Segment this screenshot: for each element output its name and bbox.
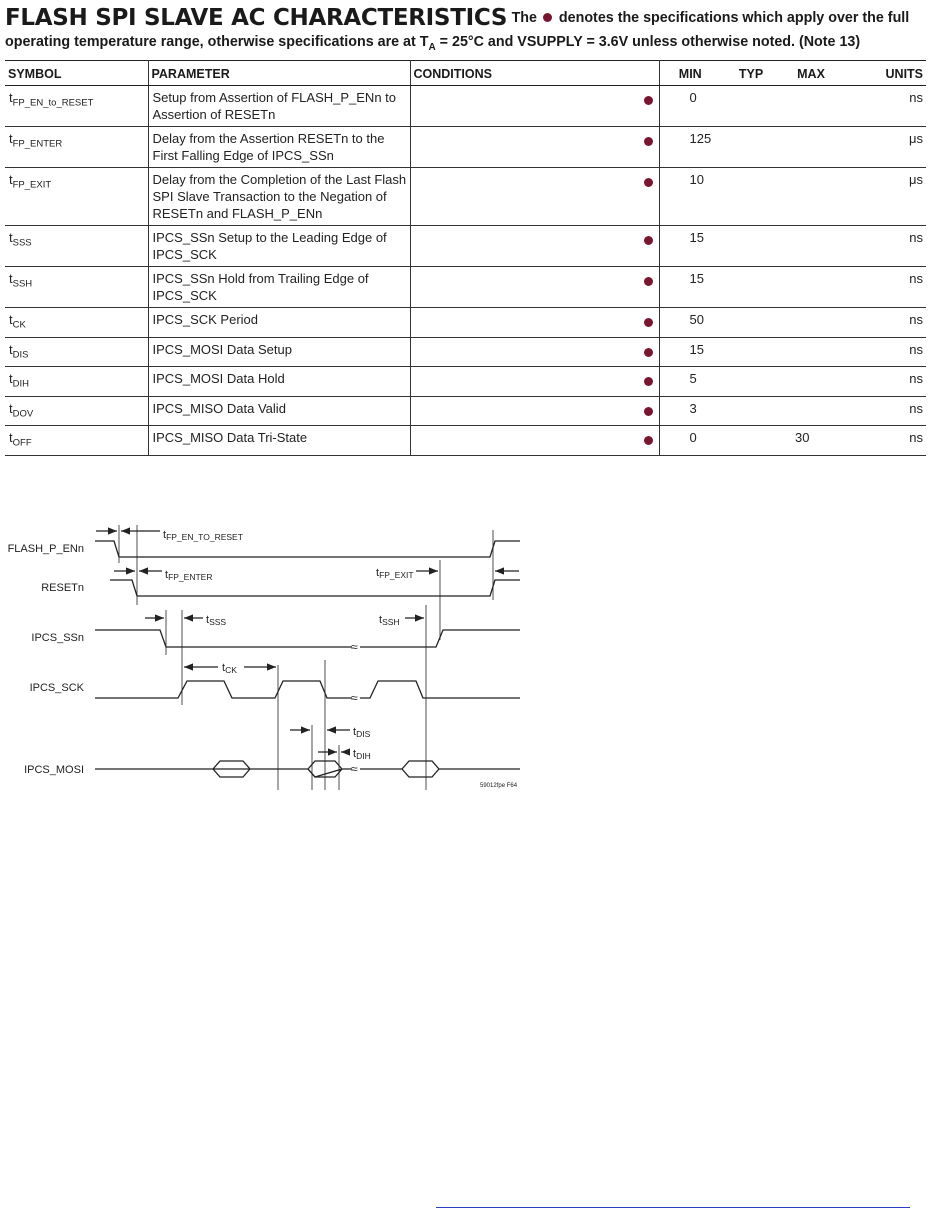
cell-parameter: IPCS_SSn Setup to the Leading Edge of IPCS_SCK xyxy=(148,226,410,267)
cell-typ xyxy=(721,267,781,308)
cell-conditions xyxy=(410,308,638,338)
cell-units: ns xyxy=(841,426,926,456)
cell-min: 0 xyxy=(659,86,721,127)
table-row xyxy=(5,367,926,397)
break-mark-sck: ≈ xyxy=(351,691,358,705)
cell-typ xyxy=(721,426,781,456)
cell-conditions xyxy=(410,127,638,168)
cell-typ xyxy=(721,86,781,127)
cell-conditions xyxy=(410,426,638,456)
cell-temp-range-dot xyxy=(638,367,659,397)
symbol-t: t xyxy=(9,312,13,327)
full-temp-range-dot-icon xyxy=(644,318,653,327)
cell-typ xyxy=(721,226,781,267)
break-mark-mosi: ≈ xyxy=(351,762,358,776)
cell-units: ns xyxy=(841,396,926,426)
cell-max xyxy=(781,396,841,426)
col-min: MIN xyxy=(659,61,721,86)
col-max: MAX xyxy=(781,61,841,86)
col-typ: TYP xyxy=(721,61,781,86)
symbol-t: t xyxy=(9,371,13,387)
title-line xyxy=(5,4,930,32)
full-temp-range-dot-icon xyxy=(644,407,653,416)
cell-units: ns xyxy=(841,337,926,367)
cell-parameter: Delay from the Completion of the Last Flash SPI Slave Transaction to the Negation of RESETn and FLASH_P_ENn xyxy=(148,168,410,226)
cell-units: ns xyxy=(841,367,926,397)
symbol-t: t xyxy=(9,172,13,187)
cell-units: ns xyxy=(841,226,926,267)
cell-max xyxy=(781,86,841,127)
cell-temp-range-dot xyxy=(638,396,659,426)
waveform-mosi-eyes-lower xyxy=(213,769,439,777)
footer-link-underline[interactable] xyxy=(436,1207,910,1208)
cell-min: 125 xyxy=(659,127,721,168)
cell-parameter: IPCS_MISO Data Tri-State xyxy=(148,426,410,456)
ac-characteristics-table xyxy=(5,60,926,456)
symbol-t: t xyxy=(9,90,13,105)
symbol-t: t xyxy=(9,400,13,416)
cell-parameter: IPCS_SCK Period xyxy=(148,308,410,338)
cell-parameter: IPCS_MISO Data Valid xyxy=(148,396,410,426)
signal-label-ipcs-ssn: IPCS_SSn xyxy=(31,632,84,644)
cell-conditions xyxy=(410,267,638,308)
full-temp-range-dot-icon xyxy=(644,236,653,245)
cell-temp-range-dot xyxy=(638,168,659,226)
signal-label-ipcs-sck: IPCS_SCK xyxy=(29,682,84,694)
cell-max xyxy=(781,226,841,267)
cell-units: μs xyxy=(841,168,926,226)
bullet-dot-icon xyxy=(543,13,552,22)
waveform-resetn xyxy=(110,580,520,596)
symbol-sub: SSS xyxy=(12,237,32,249)
cell-symbol xyxy=(5,226,148,267)
conditions-note xyxy=(5,34,930,53)
cell-temp-range-dot xyxy=(638,267,659,308)
cell-temp-range-dot xyxy=(638,86,659,127)
symbol-sub: DIH xyxy=(12,378,29,390)
table-row xyxy=(5,396,926,426)
cell-symbol xyxy=(5,267,148,308)
col-units: UNITS xyxy=(841,61,926,86)
full-temp-range-dot-icon xyxy=(644,277,653,286)
note-sub: A xyxy=(428,41,436,53)
full-temp-range-dot-icon xyxy=(644,178,653,187)
cell-temp-range-dot xyxy=(638,226,659,267)
cell-symbol xyxy=(5,426,148,456)
cell-max xyxy=(781,168,841,226)
label-t-dis: tDIS xyxy=(353,726,371,739)
label-t-fp-exit: tFP_EXIT xyxy=(376,567,414,580)
intro-prefix: The xyxy=(511,10,537,26)
cell-min: 0 xyxy=(659,426,721,456)
cell-symbol xyxy=(5,337,148,367)
cell-min: 15 xyxy=(659,226,721,267)
symbol-sub: FP_EXIT xyxy=(12,179,52,191)
cell-units: μs xyxy=(841,127,926,168)
cell-typ xyxy=(721,367,781,397)
cell-max xyxy=(781,127,841,168)
figure-reference: 59012fpe F64 xyxy=(480,783,518,789)
cell-typ xyxy=(721,127,781,168)
cell-max xyxy=(781,308,841,338)
col-parameter: PARAMETER xyxy=(148,61,410,86)
cell-min: 15 xyxy=(659,267,721,308)
cell-min: 3 xyxy=(659,396,721,426)
cell-parameter: IPCS_MOSI Data Setup xyxy=(148,337,410,367)
cell-max: 30 xyxy=(781,426,841,456)
cell-temp-range-dot xyxy=(638,426,659,456)
signal-label-flash-p-enn: FLASH_P_ENn xyxy=(7,543,84,555)
label-t-ssh: tSSH xyxy=(379,614,400,627)
cell-conditions xyxy=(410,168,638,226)
timing-labels xyxy=(163,529,414,761)
cell-parameter: IPCS_MOSI Data Hold xyxy=(148,367,410,397)
symbol-t: t xyxy=(9,271,13,286)
cell-parameter: Setup from Assertion of FLASH_P_ENn to Assertion of RESETn xyxy=(148,86,410,127)
label-t-ck: tCK xyxy=(222,662,237,675)
cell-parameter: IPCS_SSn Hold from Trailing Edge of IPCS_SCK xyxy=(148,267,410,308)
waveform-ipcs-mosi xyxy=(95,761,520,777)
cell-typ xyxy=(721,396,781,426)
cell-max xyxy=(781,367,841,397)
cell-parameter: Delay from the Assertion RESETn to the First Falling Edge of IPCS_SSn xyxy=(148,127,410,168)
cell-max xyxy=(781,337,841,367)
table-row xyxy=(5,267,926,308)
cell-typ xyxy=(721,308,781,338)
symbol-t: t xyxy=(9,131,13,146)
cell-units: ns xyxy=(841,86,926,127)
col-symbol: SYMBOL xyxy=(5,61,148,86)
cell-typ xyxy=(721,337,781,367)
symbol-sub: CK xyxy=(12,319,26,331)
table-row xyxy=(5,226,926,267)
cell-min: 5 xyxy=(659,367,721,397)
table-row xyxy=(5,337,926,367)
label-t-fp-en-to-reset: tFP_EN_TO_RESET xyxy=(163,529,243,542)
cell-conditions xyxy=(410,396,638,426)
cell-min: 15 xyxy=(659,337,721,367)
full-temp-range-dot-icon xyxy=(644,377,653,386)
full-temp-range-dot-icon xyxy=(644,348,653,357)
cell-symbol xyxy=(5,367,148,397)
cell-min: 10 xyxy=(659,168,721,226)
symbol-sub: OFF xyxy=(12,437,32,449)
waveform-ipcs-ssn xyxy=(95,630,520,647)
note-part-b: = 25°C and VSUPPLY = 3.6V unless otherwise noted. (Note 13) xyxy=(435,34,861,50)
full-temp-range-dot-icon xyxy=(644,436,653,445)
full-temp-range-dot-icon xyxy=(644,137,653,146)
break-mark-ssn: ≈ xyxy=(351,640,358,654)
table-body xyxy=(5,86,926,456)
cell-temp-range-dot xyxy=(638,127,659,168)
symbol-sub: DOV xyxy=(12,408,34,420)
col-conditions: CONDITIONS xyxy=(410,61,659,86)
waveform-flash-p-enn xyxy=(95,541,520,557)
symbol-t: t xyxy=(9,230,13,245)
table-row xyxy=(5,308,926,338)
cell-symbol xyxy=(5,86,148,127)
table-header-row xyxy=(5,61,926,86)
symbol-sub: DIS xyxy=(12,349,29,361)
signal-label-resetn: RESETn xyxy=(41,582,84,594)
timing-diagram xyxy=(0,505,560,805)
cell-typ xyxy=(721,168,781,226)
cell-symbol xyxy=(5,308,148,338)
cell-conditions xyxy=(410,86,638,127)
symbol-sub: FP_ENTER xyxy=(12,138,63,150)
symbol-t: t xyxy=(9,341,13,357)
section-title: FLASH SPI SLAVE AC CHARACTERISTICS xyxy=(5,5,508,31)
symbol-sub: SSH xyxy=(12,278,33,290)
cell-symbol xyxy=(5,396,148,426)
cell-max xyxy=(781,267,841,308)
table-row xyxy=(5,168,926,226)
waveform-ipcs-sck xyxy=(95,681,520,698)
cell-conditions xyxy=(410,367,638,397)
table-row xyxy=(5,426,926,456)
cell-min: 50 xyxy=(659,308,721,338)
cell-symbol xyxy=(5,127,148,168)
table-row xyxy=(5,127,926,168)
full-temp-range-dot-icon xyxy=(644,96,653,105)
cell-units: ns xyxy=(841,308,926,338)
cell-conditions xyxy=(410,226,638,267)
table-row xyxy=(5,86,926,127)
symbol-sub: FP_EN_to_RESET xyxy=(12,97,94,109)
cell-temp-range-dot xyxy=(638,308,659,338)
cell-conditions xyxy=(410,337,638,367)
note-part-a: operating temperature range, otherwise specifications are at T xyxy=(5,34,429,50)
symbol-t: t xyxy=(9,430,13,446)
label-t-sss: tSSS xyxy=(206,614,227,627)
page-header xyxy=(5,4,930,53)
cell-temp-range-dot xyxy=(638,337,659,367)
cell-symbol xyxy=(5,168,148,226)
signal-label-ipcs-mosi: IPCS_MOSI xyxy=(24,764,84,776)
cell-units: ns xyxy=(841,267,926,308)
label-t-dih: tDIH xyxy=(353,748,371,761)
label-t-fp-enter: tFP_ENTER xyxy=(165,569,213,582)
intro-suffix: denotes the specifications which apply over the full xyxy=(558,10,910,26)
